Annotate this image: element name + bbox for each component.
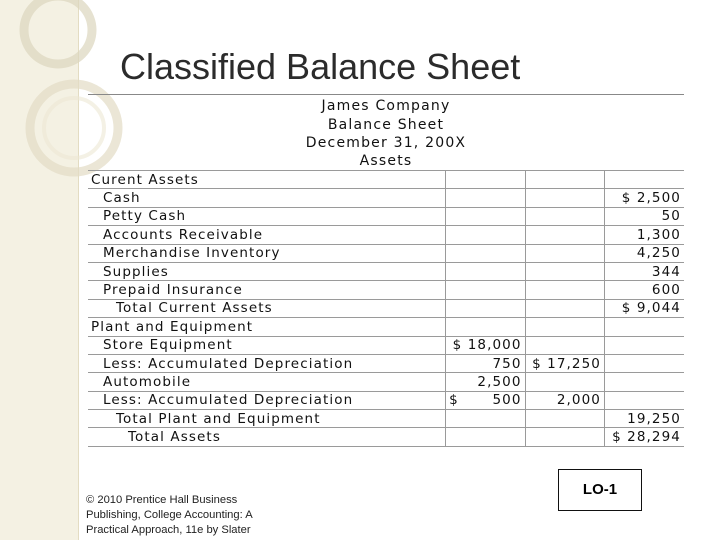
amount-cell-c3	[525, 226, 604, 244]
report-date: December 31, 200X	[305, 135, 467, 151]
amount-cell-c3	[525, 373, 604, 391]
amount-cell-c2: $ 500	[446, 391, 525, 409]
slide-title: Classified Balance Sheet	[120, 46, 521, 87]
footer-line: © 2010 Prentice Hall Business	[86, 494, 238, 506]
amount-cell-c4: $ 28,294	[605, 428, 685, 446]
row-label: Total Current Assets	[88, 299, 446, 317]
row-label: Less: Accumulated Depreciation	[88, 391, 446, 409]
amount-cell-c2	[446, 171, 525, 189]
amount-cell-c3: $ 17,250	[525, 354, 604, 372]
amount-cell-c4: 344	[605, 262, 685, 280]
amount-cell-c4: $ 9,044	[605, 299, 685, 317]
footer-line: Publishing, College Accounting: A	[86, 509, 253, 521]
row-label: Curent Assets	[88, 171, 446, 189]
amount-cell-c2: 750	[446, 354, 525, 372]
amount-cell-c4: 4,250	[605, 244, 685, 262]
amount-cell-c3	[525, 281, 604, 299]
row-label: Plant and Equipment	[88, 318, 446, 336]
amount-cell-c3	[525, 428, 604, 446]
amount-cell-c4	[605, 354, 685, 372]
table-row	[88, 189, 684, 207]
amount-cell-c2	[446, 262, 525, 280]
amount-cell-c3	[525, 299, 604, 317]
amount-cell-c3	[525, 410, 604, 428]
row-label: Total Assets	[88, 428, 446, 446]
amount-cell-c4	[605, 171, 685, 189]
amount-cell-c4: 50	[605, 207, 685, 225]
amount-cell-c2	[446, 318, 525, 336]
table-row	[88, 171, 684, 189]
table-row	[88, 410, 684, 428]
amount-cell-c2: 2,500	[446, 373, 525, 391]
amount-cell-c3	[525, 318, 604, 336]
amount-cell-c4	[605, 373, 685, 391]
table-row	[88, 428, 684, 446]
row-label: Accounts Receivable	[88, 226, 446, 244]
row-label: Cash	[88, 189, 446, 207]
table-row	[88, 262, 684, 280]
amount-cell-c2	[446, 281, 525, 299]
amount-cell-c2	[446, 244, 525, 262]
report-name: Balance Sheet	[327, 117, 445, 133]
table-row	[88, 373, 684, 391]
amount-cell-c4	[605, 318, 685, 336]
learning-objective-badge: LO-1	[558, 469, 642, 511]
row-label: Less: Accumulated Depreciation	[88, 354, 446, 372]
amount-cell-c4: 600	[605, 281, 685, 299]
table-row	[88, 281, 684, 299]
amount-cell-c2	[446, 226, 525, 244]
amount-cell-c3: 2,000	[525, 391, 604, 409]
row-label: Prepaid Insurance	[88, 281, 446, 299]
amount-cell-c4: $ 2,500	[605, 189, 685, 207]
row-label: Supplies	[88, 262, 446, 280]
table-row	[88, 336, 684, 354]
table-row	[88, 299, 684, 317]
row-label: Store Equipment	[88, 336, 446, 354]
amount-cell-c4	[605, 391, 685, 409]
row-label: Total Plant and Equipment	[88, 410, 446, 428]
row-label: Merchandise Inventory	[88, 244, 446, 262]
copyright-footer	[86, 493, 286, 538]
amount-cell-c4: 1,300	[605, 226, 685, 244]
table-row	[88, 207, 684, 225]
amount-cell-c2	[446, 428, 525, 446]
amount-cell-c2	[446, 410, 525, 428]
amount-cell-c2	[446, 207, 525, 225]
amount-cell-c3	[525, 189, 604, 207]
table-row	[88, 226, 684, 244]
amount-cell-c2: $ 18,000	[446, 336, 525, 354]
balance-sheet-table	[88, 170, 684, 447]
amount-cell-c3	[525, 244, 604, 262]
table-row	[88, 244, 684, 262]
amount-cell-c4	[605, 336, 685, 354]
table-row	[88, 391, 684, 409]
row-label: Automobile	[88, 373, 446, 391]
amount-cell-c3	[525, 336, 604, 354]
row-label: Petty Cash	[88, 207, 446, 225]
section-heading: Assets	[359, 153, 413, 169]
company-name: James Company	[321, 98, 451, 114]
table-row	[88, 318, 684, 336]
table-row	[88, 354, 684, 372]
amount-cell-c2	[446, 299, 525, 317]
amount-cell-c3	[525, 207, 604, 225]
footer-line: Practical Approach, 11e by Slater	[86, 524, 251, 536]
amount-cell-c2	[446, 189, 525, 207]
amount-cell-c3	[525, 171, 604, 189]
amount-cell-c4: 19,250	[605, 410, 685, 428]
title-rule	[88, 94, 684, 95]
amount-cell-c3	[525, 262, 604, 280]
